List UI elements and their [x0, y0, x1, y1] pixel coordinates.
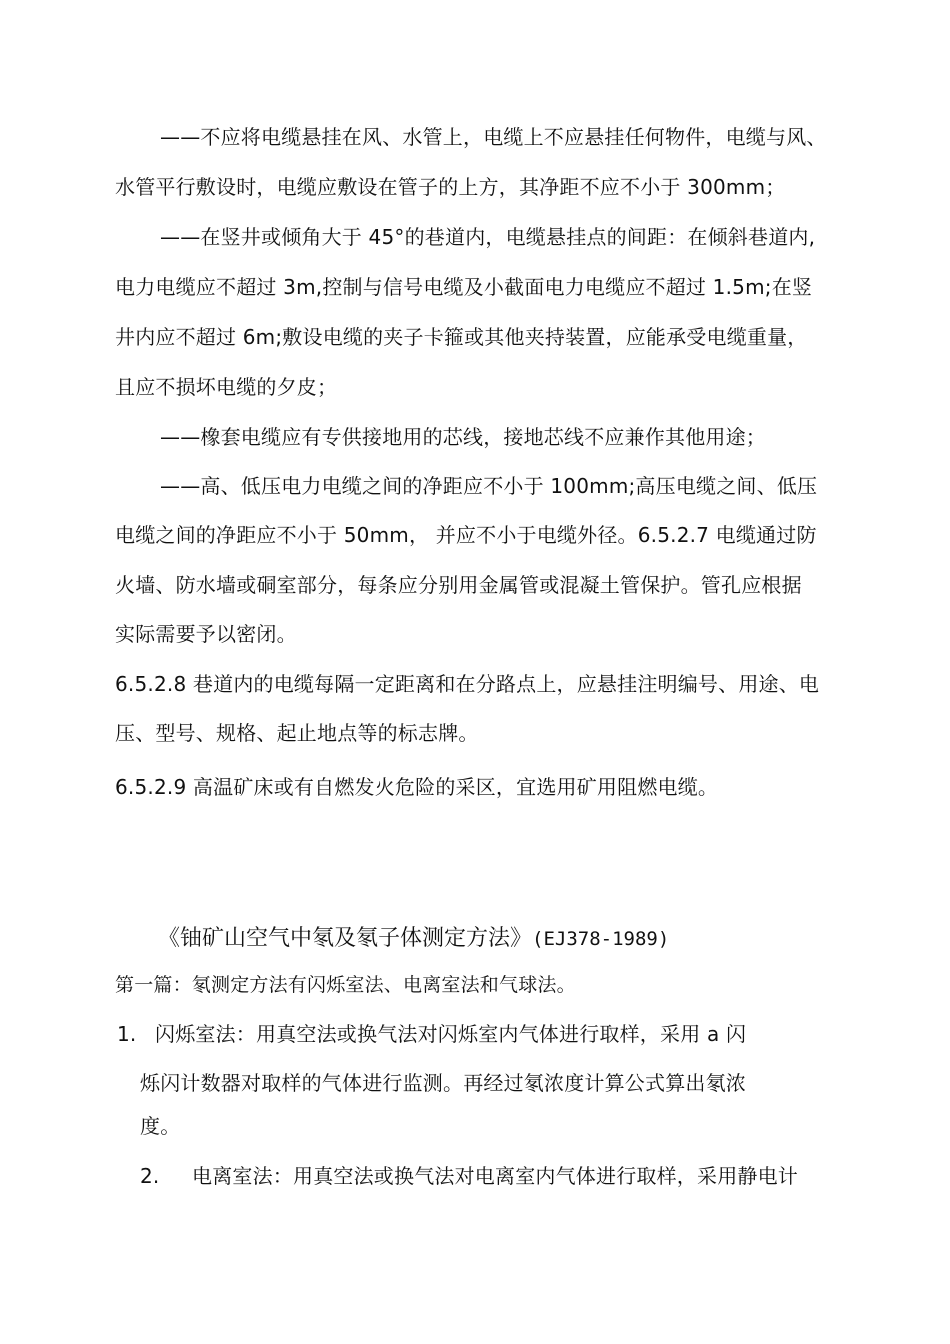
- paragraph-2-line-1: ——在竖井或倾角大于 45°的巷道内，电缆悬挂点的间距：在倾斜巷道内,: [160, 225, 816, 249]
- list-item-1-line-1: 闪烁室法：用真空法或换气法对闪烁室内气体进行取样，采用 a 闪: [155, 1022, 747, 1046]
- clause-6528-line-2: 压、型号、规格、起止地点等的标志牌。: [115, 721, 479, 745]
- standard-title: [158, 924, 669, 954]
- section-heading: 第一篇：氡测定方法有闪烁室法、电离室法和气球法。: [115, 974, 576, 996]
- list-item-2-number: 2.: [140, 1164, 160, 1188]
- clause-6528-line-1: 6.5.2.8 巷道内的电缆每隔一定距离和在分路点上，应悬挂注明编号、用途、电: [115, 672, 820, 696]
- clause-6529-line: 6.5.2.9 高温矿床或有自燃发火危险的采区，宜选用矿用阻燃电缆。: [115, 775, 719, 799]
- paragraph-2-line-3: 井内应不超过 6m;敷设电缆的夹子卡箍或其他夹持装置，应能承受电缆重量，: [115, 325, 808, 349]
- list-item-1-line-3: 度。: [140, 1114, 181, 1138]
- paragraph-4-line-1: ——高、低压电力电缆之间的净距应不小于 100mm;高压电缆之间、低压: [160, 474, 818, 498]
- paragraph-4-line-3: 火墙、防水墙或硐室部分，每条应分别用金属管或混凝土管保护。管孔应根据: [115, 573, 802, 597]
- standard-title-code: (EJ378-1989): [532, 928, 670, 950]
- list-item-1-number: 1.: [117, 1022, 137, 1046]
- paragraph-3-line-1: ——橡套电缆应有专供接地用的芯线，接地芯线不应兼作其他用途；: [160, 425, 766, 449]
- paragraph-2-line-2: 电力电缆应不超过 3m,控制与信号电缆及小截面电力电缆应不超过 1.5m;在竖: [115, 275, 813, 299]
- paragraph-1-line-1: ——不应将电缆悬挂在风、水管上，电缆上不应悬挂任何物件，电缆与风、: [160, 125, 827, 149]
- list-item-2-line-1: 电离室法：用真空法或换气法对电离室内气体进行取样，采用静电计: [192, 1164, 798, 1188]
- list-item-1-line-2: 烁闪计数器对取样的气体进行监测。再经过氡浓度计算公式算出氡浓: [140, 1071, 746, 1095]
- paragraph-4-line-4: 实际需要予以密闭。: [115, 622, 297, 646]
- paragraph-4-line-2: 电缆之间的净距应不小于 50mm， 并应不小于电缆外径。6.5.2.7 电缆通过防: [115, 523, 817, 547]
- paragraph-2-line-4: 且应不损坏电缆的夕皮；: [115, 375, 338, 399]
- paragraph-1-line-2: 水管平行敷设时，电缆应敷设在管子的上方，其净距不应不小于 300mm；: [115, 175, 786, 199]
- standard-title-main: 《铀矿山空气中氡及氡子体测定方法》: [158, 926, 533, 951]
